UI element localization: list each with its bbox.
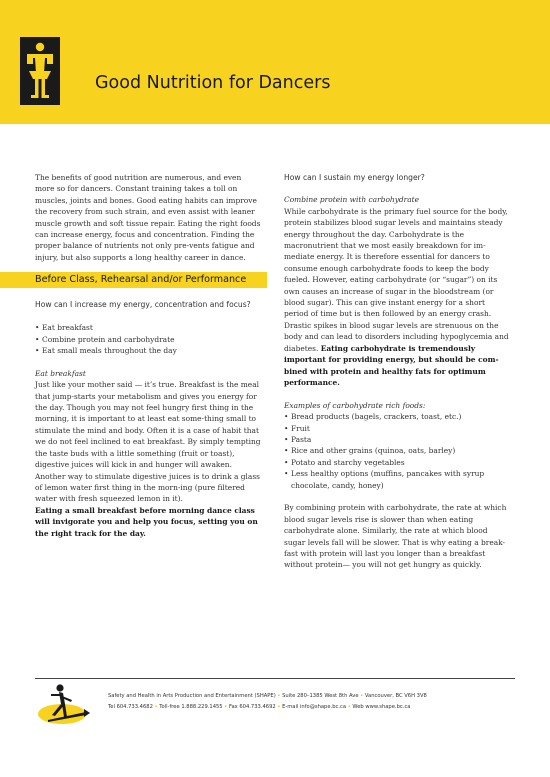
- list-item: • Combine protein and carbohydrate: [35, 334, 263, 345]
- list-item: • Potato and starchy vegetables: [284, 457, 510, 468]
- list-item: • Pasta: [284, 434, 510, 445]
- intro-paragraph: The benefits of good nutrition are numerous, and even more so for dancers. Constant training takes a toll on muscles, joints and bones. Good eating habits can improve the recovery from such strain, and even assist with leaner muscle growth and soft tissue repair. Eating the right foods can increase energy, focus and concentration. Finding the proper balance of nutrients not only pre-vents fatigue and injury, but also supports a long healthy career in dance.: [35, 173, 261, 262]
- breakfast-bold-paragraph: Eating a small breakfast before morning dance class will invigorate you and help you focus, setting you on the right track for the day.: [35, 505, 258, 538]
- combine-paragraph: [284, 206, 510, 389]
- shape-logo-icon: [34, 680, 92, 728]
- footer-address: Suite 280–1385 West 8th Ave: [282, 693, 359, 699]
- combine-heading: Combine protein with carbohydrate: [284, 195, 420, 205]
- footer-tel: Tel 604.733.4682: [108, 704, 153, 710]
- footer-fax: Fax 604.733.4692: [228, 704, 276, 710]
- footer-separator: •: [360, 693, 364, 699]
- energy-question: How can I increase my energy, concentration and focus?: [35, 300, 251, 310]
- footer-separator: •: [277, 704, 281, 710]
- footer-city: Vancouver, BC V6H 3V8: [364, 693, 427, 699]
- combine-bold-text: Eating carbohydrate is tremendously important for providing energy, but should be com-bined with protein and healthy fats for optimum performance.: [284, 343, 499, 387]
- combine-text: While carbohydrate is the primary fuel source for the body, protein stabilizes blood sugar levels and maintains steady energy throughout the day. Carbohydrate is the macronutrient that we most easily breakdown for im-mediate energy. It is therefore essential for dancers to consume enough carbohydrate foods to keep the body fueled. However, eating carbohydrate (or “sugar”) on its own causes an increase of sugar in the bloodstream (or blood sugar). This can give instant energy for a short period of time but is then followed by an energy crash. Drastic spikes in blood sugar levels are strenuous on the body and can lead to disorders including hypoglycemia and diabetes.: [284, 206, 509, 353]
- list-item: • Fruit: [284, 423, 510, 434]
- footer-tollfree: Toll-free 1.888.229.1455: [159, 704, 223, 710]
- list-item: • Eat breakfast: [35, 322, 263, 333]
- list-item: • Less healthy options (muffins, pancakes with syrup chocolate, candy, honey): [284, 468, 510, 491]
- page-title: Good Nutrition for Dancers: [95, 73, 331, 93]
- footer-separator: •: [224, 704, 228, 710]
- footer-org-line: [108, 693, 427, 699]
- header-banner: [0, 0, 550, 124]
- examples-list: [284, 411, 510, 491]
- footer-contact-line: [108, 704, 410, 710]
- footer-email-link[interactable]: E-mail info@shape.bc.ca: [282, 704, 347, 710]
- footer-separator: •: [154, 704, 158, 710]
- footer-separator: •: [277, 693, 281, 699]
- section-heading: Before Class, Rehearsal and/or Performance: [0, 272, 267, 288]
- footer-divider: [35, 678, 515, 679]
- breakfast-paragraph: Just like your mother said — it’s true. Breakfast is the meal that jump-starts your metabolism and gives you energy for the day. Though you may not feel hungry first thing in the morning, it is important to at least eat some-thing small to stimulate the mind and body. Often it is a case of habit that we do not feel inclined to eat breakfast. By simply tempting the taste buds with a little something (fruit or toast), digestive juices will kick in and hunger will awaken. Another way to stimulate digestive juices is to drink a glass of lemon water first thing in the morn-ing (pure filtered water with fresh squeezed lemon in it).: [35, 380, 261, 504]
- right-column: [284, 172, 510, 571]
- list-item: • Rice and other grains (quinoa, oats, barley): [284, 445, 510, 456]
- footer-web-link[interactable]: Web www.shape.bc.ca: [352, 704, 411, 710]
- left-column: [35, 172, 263, 539]
- breakfast-heading: Eat breakfast: [35, 368, 86, 378]
- sustain-question: How can I sustain my energy longer?: [284, 173, 425, 182]
- tips-list: [35, 322, 263, 356]
- dancer-figure-icon: [20, 37, 60, 105]
- examples-heading: Examples of carbohydrate rich foods:: [284, 400, 426, 410]
- closing-paragraph: By combining protein with carbohydrate, the rate at which blood sugar levels rise is slower than when eating carbohydrate alone. Similarly, the rate at which blood sugar levels fall will be slower. That is why eating a break-fast with protein will last you longer than a breakfast without protein— you will not get hungry as quickly.: [284, 503, 507, 570]
- footer-org: Safety and Health in Arts Production and Entertainment (SHAPE): [108, 693, 276, 699]
- list-item: • Eat small meals throughout the day: [35, 345, 263, 356]
- list-item: • Bread products (bagels, crackers, toast, etc.): [284, 411, 510, 422]
- footer-separator: •: [347, 704, 351, 710]
